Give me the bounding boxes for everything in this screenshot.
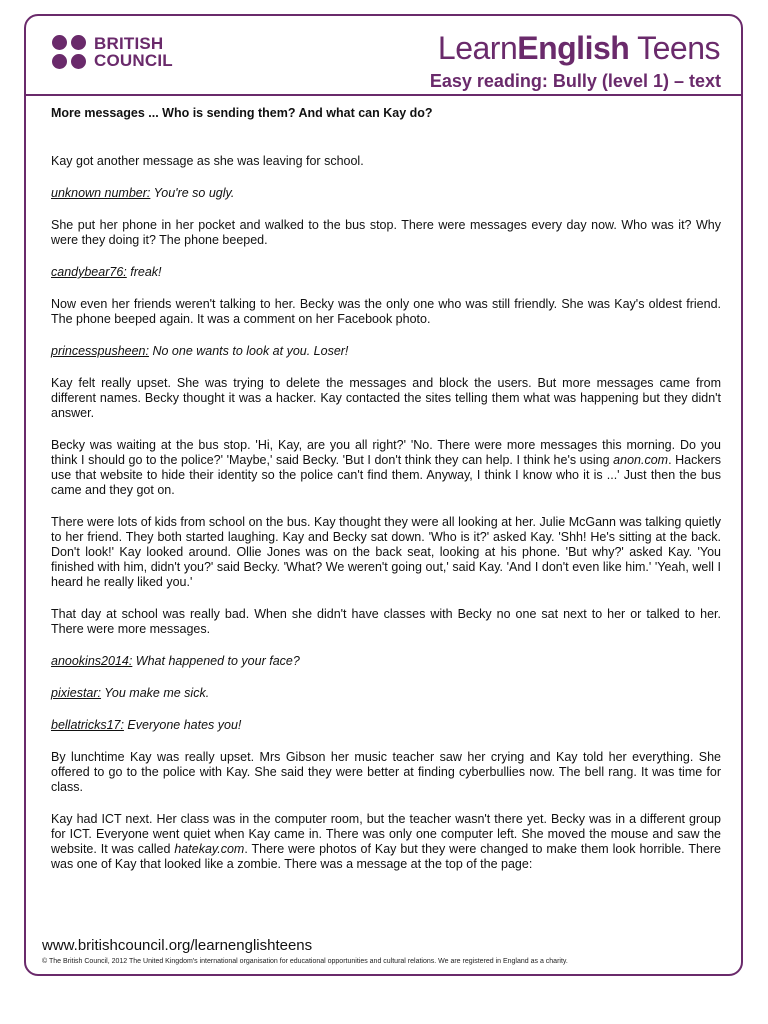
message-line: [51, 344, 721, 359]
message-line: [51, 265, 721, 280]
paragraph: Now even her friends weren't talking to her. Becky was the only one who was still friendly. She was Kay's oldest friend. The phone beeped again. It was a comment on her Facebook photo.: [51, 297, 721, 326]
message-sender: princesspusheen:: [51, 344, 149, 358]
learnenglish-teens-brand: LearnEnglish Teens: [437, 30, 720, 66]
footer-url: www.britishcouncil.org/learnenglishteens: [42, 937, 313, 954]
footer-copyright: © The British Council, 2012 The United Kingdom's international organisation for educational opportunities and cultural relations. We are registered in England as a charity.: [42, 958, 568, 965]
message-text: No one wants to look at you. Loser!: [148, 344, 349, 358]
message-sender: anookins2014:: [51, 654, 133, 668]
message-sender: bellatricks17:: [51, 718, 124, 732]
message-text: Everyone hates you!: [123, 718, 242, 732]
paragraph: By lunchtime Kay was really upset. Mrs Gibson her music teacher saw her crying and Kay told her everything. She offered to go to the police with Kay. She said they were better at finding cyberbullies now. The bell rang. It was time for class.: [51, 750, 721, 794]
message-text: freak!: [126, 265, 162, 279]
message-text: You're so ugly.: [150, 186, 235, 200]
paragraph: That day at school was really bad. When she didn't have classes with Becky no one sat next to her or talked to her. There were more messages.: [51, 607, 721, 636]
lead-question: More messages ... Who is sending them? And what can Kay do?: [51, 106, 433, 120]
message-line: [51, 718, 721, 733]
message-line: [51, 686, 721, 701]
paragraph: She put her phone in her pocket and walked to the bus stop. There were messages every day now. Who was it? Why were they doing it? The phone beeped.: [51, 218, 721, 247]
paragraph: Kay felt really upset. She was trying to delete the messages and block the users. But more messages came from different names. Becky thought it was a hacker. Kay contacted the sites telling them what was happening but they didn't answer.: [51, 376, 721, 420]
message-line: [51, 186, 721, 201]
message-text: You make me sick.: [101, 686, 210, 700]
header-divider: [26, 94, 741, 96]
logo-dots-icon: [52, 35, 88, 71]
message-text: What happened to your face?: [132, 654, 300, 668]
logo-wordmark: BRITISH COUNCIL: [94, 34, 173, 70]
paragraph: Kay got another message as she was leaving for school.: [51, 154, 364, 168]
website-name: anon.com: [613, 453, 669, 467]
paragraph: There were lots of kids from school on the bus. Kay thought they were all looking at her. Julie McGann was talking quietly to her friend. They both started laughing. Kay and Becky sat down. 'Who is it?' asked Kay. 'Shh! He's sitting at the back. Don't look!' Kay looked around. Ollie Jones was on the back seat, looking at his phone. 'But why?' asked Kay. 'You finished with him, didn't you?' said Becky. 'What? We weren't going out,' said Kay. 'And I don't even like him.' 'Yeah, well I heard he really liked you.': [51, 515, 721, 589]
reading-text: [51, 106, 721, 889]
document-title: Easy reading: Bully (level 1) – text: [429, 71, 721, 91]
message-sender: pixiestar:: [51, 686, 102, 700]
paragraph: Becky was waiting at the bus stop. 'Hi, Kay, are you all right?' 'No. There were more messages this morning. Do you think I should go to the police?' 'Maybe,' said Becky. 'But I don't think they can help. I think he's using anon.com. Hackers use that website to hide their identity so the police can't find them. Anyway, I think I know who it is ...' Just then the bus came and they got on.: [51, 438, 721, 497]
message-sender: candybear76:: [51, 265, 127, 279]
paragraph: Kay had ICT next. Her class was in the computer room, but the teacher wasn't there yet. Becky was in a different group for ICT. Everyone went quiet when Kay came in. There was only one computer left. She moved the mouse and saw the website. It was called hatekay.com. There were photos of Kay but they were changed to make them look horrible. There was one of Kay that looked like a zombie. There was a message at the top of the page:: [51, 812, 721, 871]
british-council-logo: [52, 35, 182, 71]
website-name: hatekay.com: [174, 842, 245, 856]
message-line: [51, 654, 721, 669]
message-sender: unknown number:: [51, 186, 151, 200]
